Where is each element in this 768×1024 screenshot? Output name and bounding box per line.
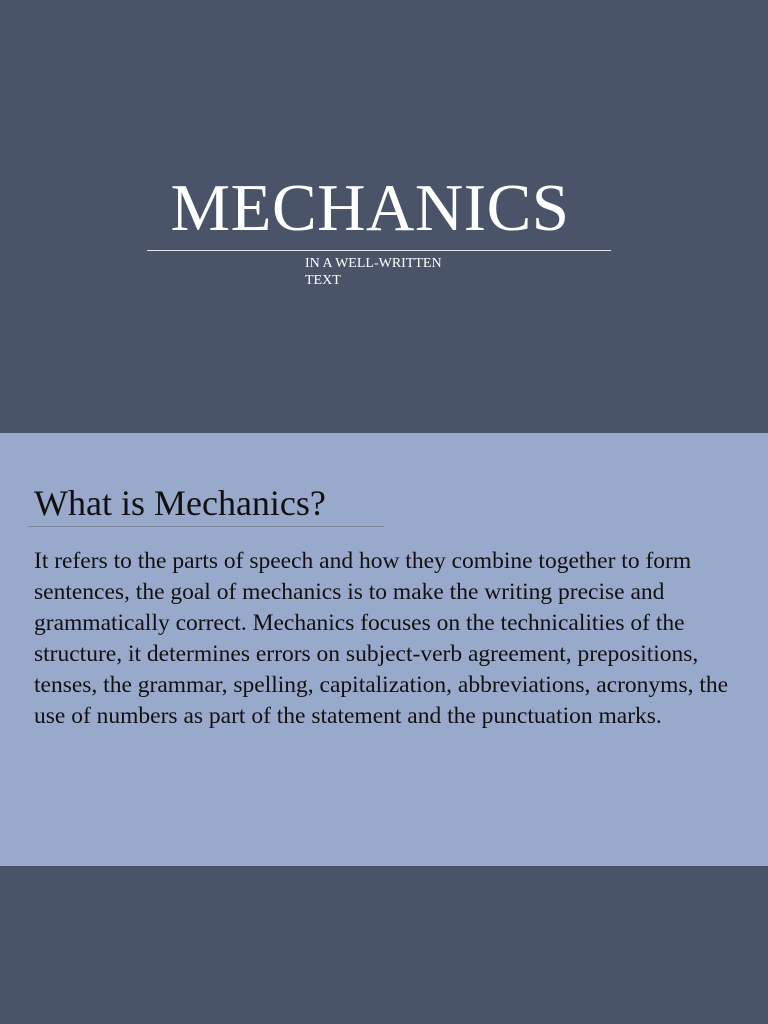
section-heading: What is Mechanics? [34,483,326,523]
body-paragraph: It refers to the parts of speech and how they combine together to form sentences, the goal of mechanics is to make the writing precise and grammatically correct. Mechanics focuses on the technicalities of the structure, it determines errors on subject-verb agreement, prepositions, tenses, the grammar, spelling, capitalization, abbreviations, acronyms, the use of numbers as part of the statement and the punctuation marks. [34,548,729,729]
title-divider [147,250,611,251]
subtitle: IN A WELL-WRITTEN TEXT [305,256,442,288]
title-slide [0,0,768,433]
main-title: MECHANICS [170,171,570,245]
next-slide-band [0,866,768,1024]
heading-divider [28,526,384,527]
